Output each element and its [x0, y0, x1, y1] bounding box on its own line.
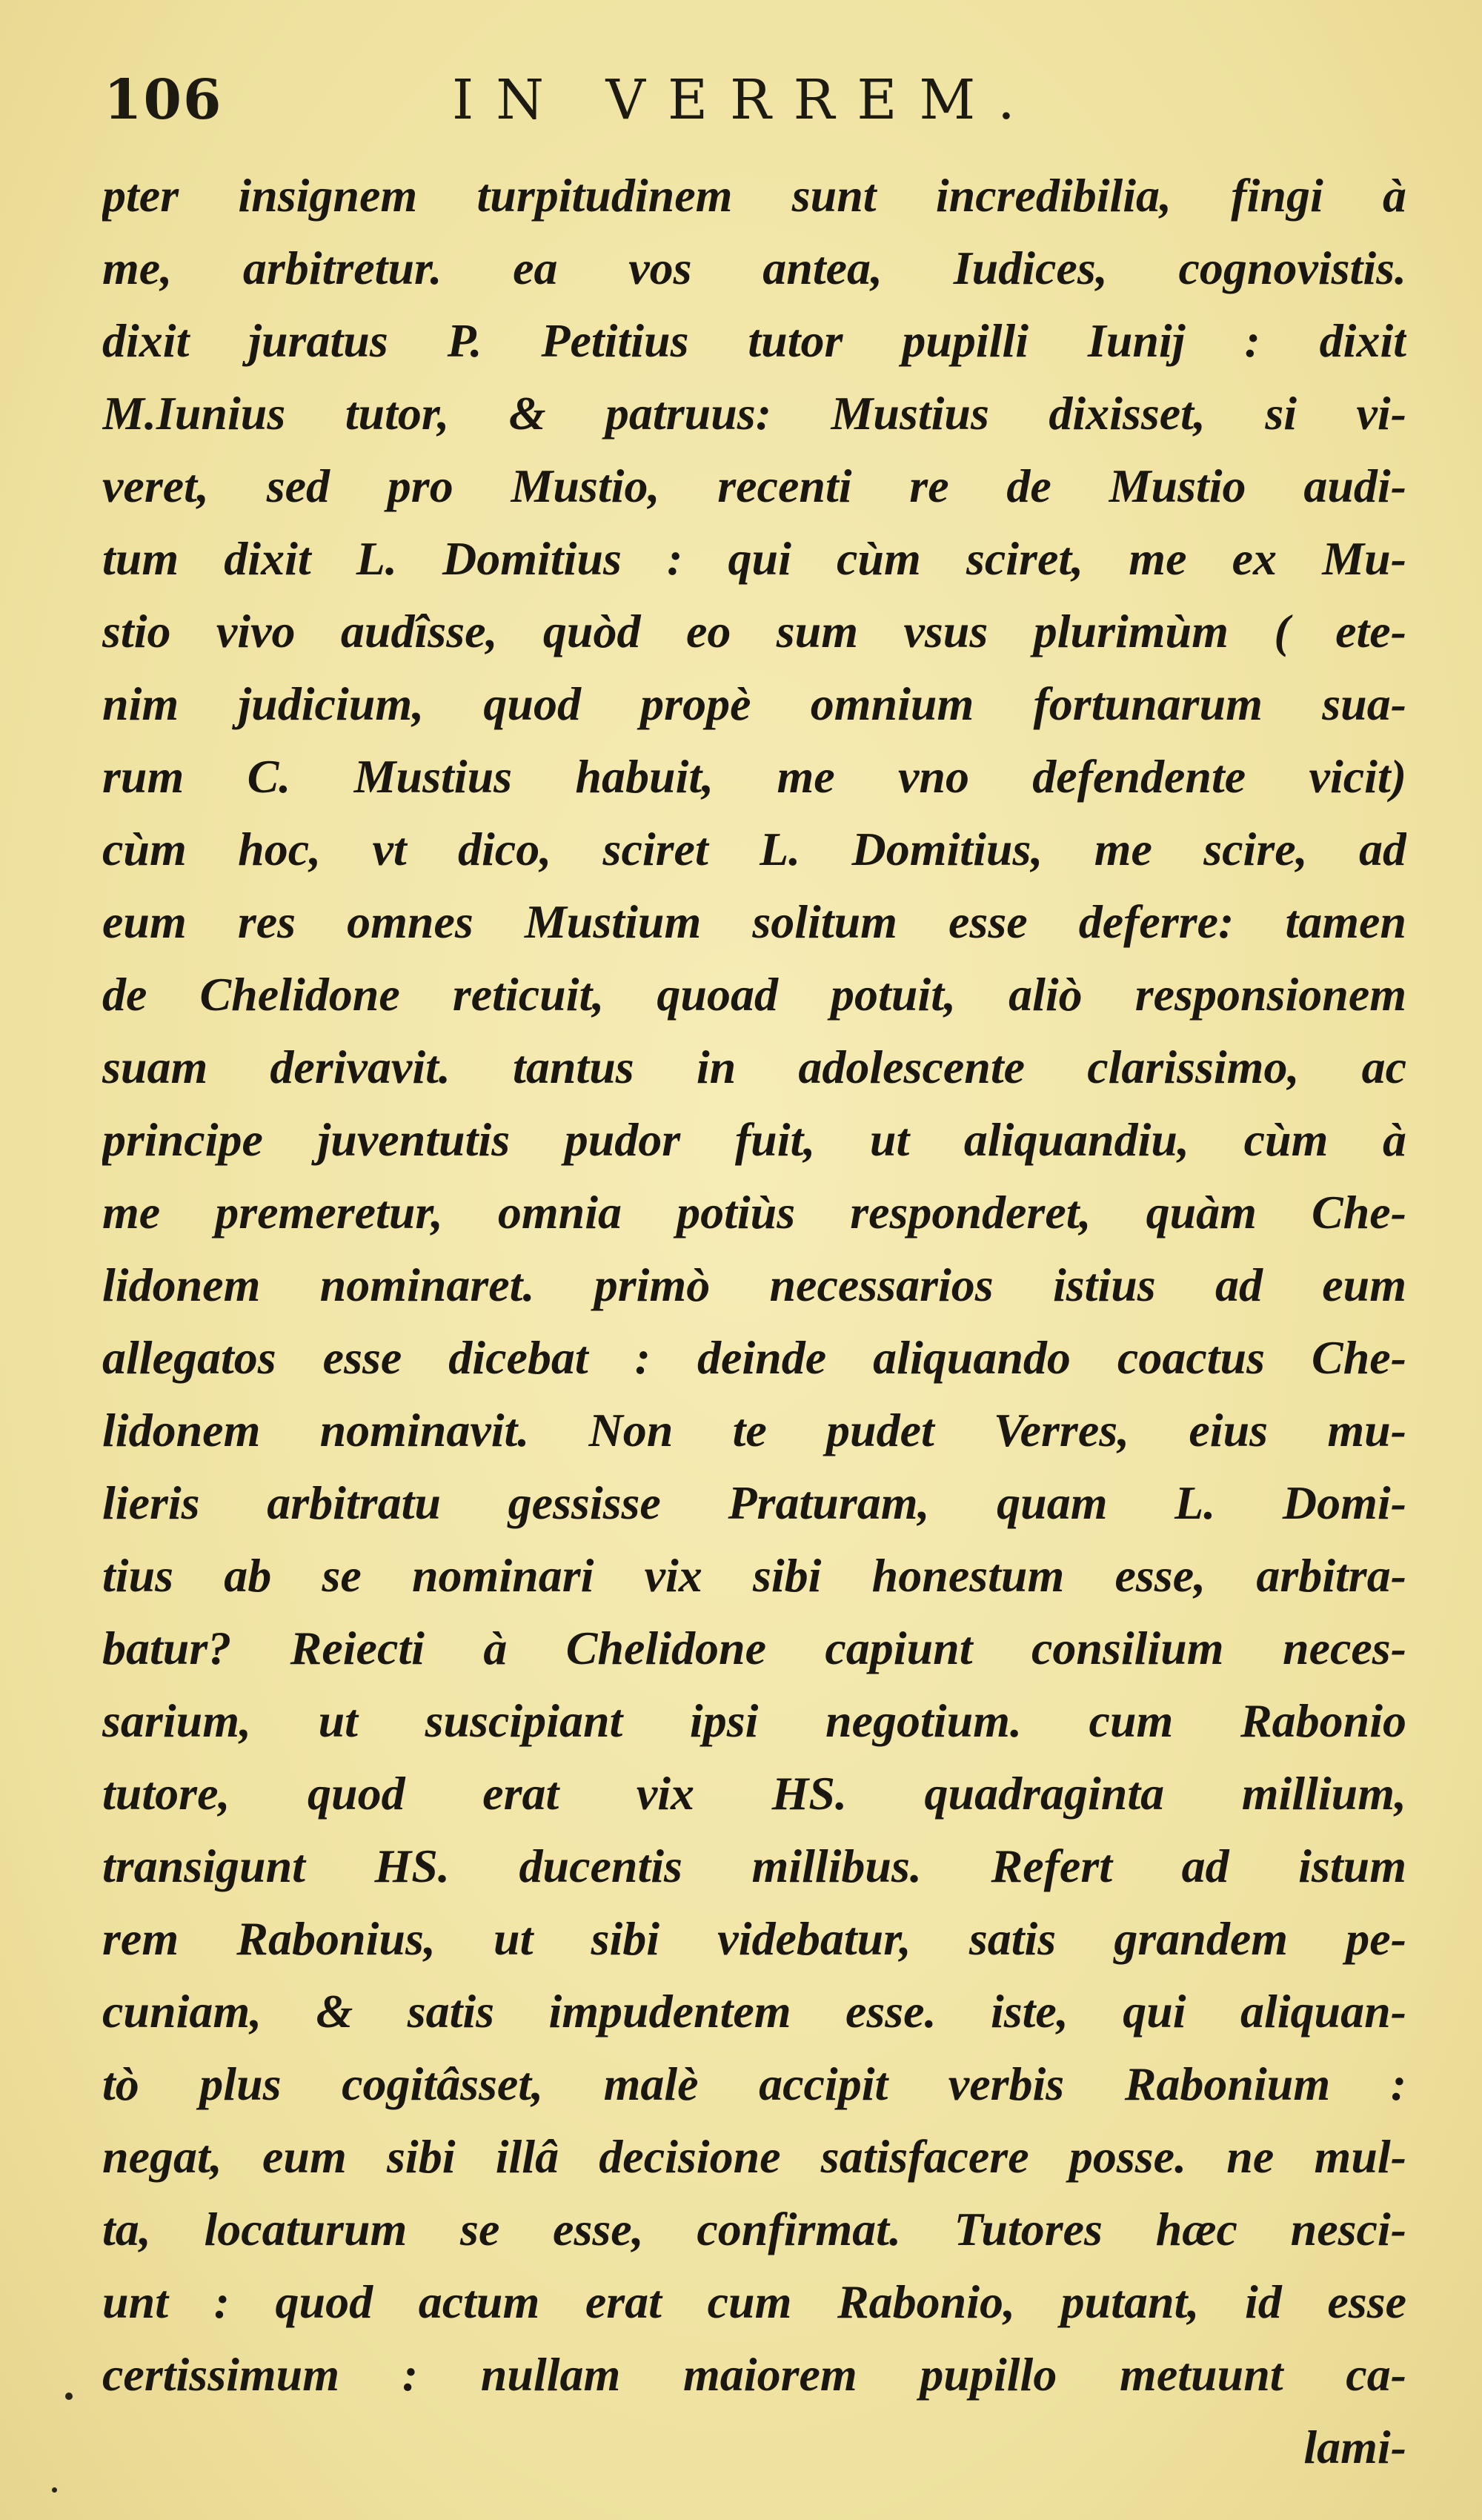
text-line: certissimum : nullam maiorem pupillo metuunt ca-: [102, 2348, 1406, 2401]
text-line: stio vivo audîsse, quòd eo sum vsus plurimùm ( ete-: [102, 605, 1406, 657]
text-line: me premeretur, omnia potiùs responderet, quàm Che-: [102, 1186, 1406, 1239]
text-line: veret, sed pro Mustio, recenti re de Mustio audi-: [102, 460, 1406, 512]
body-text: [102, 159, 1406, 2484]
text-line: tius ab se nominari vix sibi honestum esse, arbitra-: [102, 1549, 1406, 1602]
text-line: negat, eum sibi illâ decisione satisfacere posse. ne mul-: [102, 2130, 1406, 2183]
text-line: tum dixit L. Domitius : qui cùm sciret, me ex Mu-: [102, 532, 1406, 585]
text-line: lidonem nominavit. Non te pudet Verres, eius mu-: [102, 1404, 1406, 1456]
text-line: cùm hoc, vt dico, sciret L. Domitius, me scire, ad: [102, 823, 1406, 875]
text-line: cuniam, & satis impudentem esse. iste, qui aliquan-: [102, 1985, 1406, 2037]
ink-speck: [52, 2487, 57, 2493]
text-line: tò plus cogitâsset, malè accipit verbis Rabonium :: [102, 2058, 1406, 2110]
text-line: pter insignem turpitudinem sunt incredibilia, fingi à: [102, 169, 1406, 222]
text-line: rum C. Mustius habuit, me vno defendente vicit): [102, 750, 1406, 803]
text-line: lidonem nominaret. primò necessarios istius ad eum: [102, 1259, 1406, 1311]
text-line: allegatos esse dicebat : deinde aliquando coactus Che-: [102, 1331, 1406, 1384]
text-line: sarium, ut suscipiant ipsi negotium. cum Rabonio: [102, 1694, 1406, 1747]
ink-speck: [65, 2393, 73, 2400]
text-line: lieris arbitratu gessisse Praturam, quam L. Domi-: [102, 1476, 1406, 1529]
catchword: lami-: [1303, 2421, 1406, 2473]
text-line: transigunt HS. ducentis millibus. Refert ad istum: [102, 1840, 1406, 1892]
text-line: batur? Reiecti à Chelidone capiunt consilium neces-: [102, 1622, 1406, 1674]
text-line: de Chelidone reticuit, quoad potuit, aliò responsionem: [102, 968, 1406, 1021]
text-line: unt : quod actum erat cum Rabonio, putant, id esse: [102, 2275, 1406, 2328]
text-line: me, arbitretur. ea vos antea, Iudices, cognovistis.: [102, 242, 1406, 294]
text-line: rem Rabonius, ut sibi videbatur, satis grandem pe-: [102, 1912, 1406, 1965]
text-line: M.Iunius tutor, & patruus: Mustius dixisset, si vi-: [102, 387, 1406, 440]
text-line: tutore, quod erat vix HS. quadraginta millium,: [102, 1767, 1406, 1820]
text-line: dixit juratus P. Petitius tutor pupilli Iunij : dixit: [102, 314, 1406, 367]
text-line: suam derivavit. tantus in adolescente clarissimo, ac: [102, 1041, 1406, 1093]
page-number: 106: [104, 68, 223, 132]
text-line: nim judicium, quod propè omnium fortunarum sua-: [102, 677, 1406, 730]
text-line: principe juventutis pudor fuit, ut aliquandiu, cùm à: [102, 1113, 1406, 1166]
text-line: ta, locaturum se esse, confirmat. Tutores hæc nesci-: [102, 2203, 1406, 2255]
running-head: IN VERREM.: [452, 68, 1037, 132]
page-header: [104, 68, 1408, 150]
text-line: eum res omnes Mustium solitum esse deferre: tamen: [102, 895, 1406, 948]
